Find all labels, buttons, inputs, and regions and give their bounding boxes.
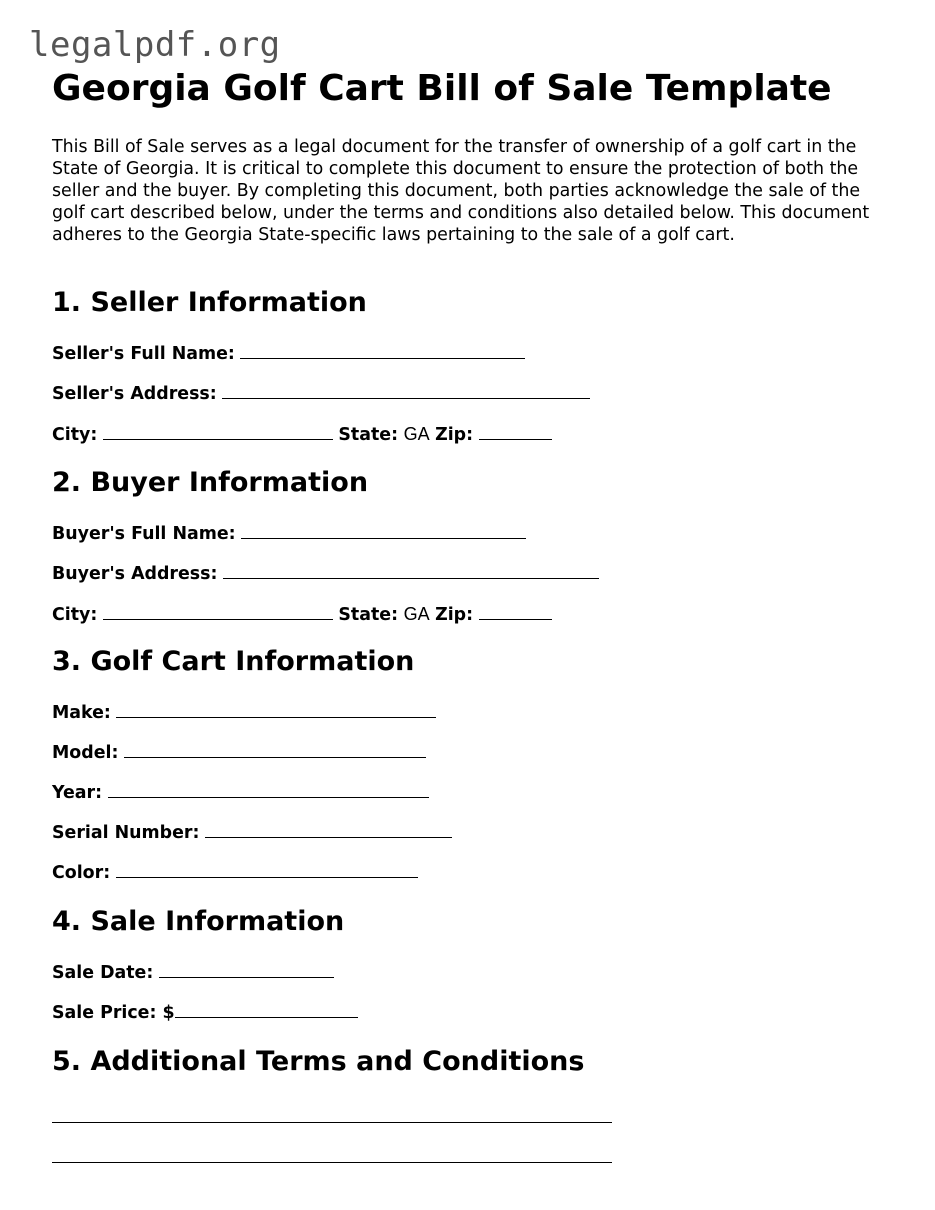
seller-zip-field[interactable]: [479, 425, 552, 440]
cart-section-heading: 3. Golf Cart Information: [52, 646, 415, 677]
sale-price-row: [52, 1003, 358, 1024]
buyer-zip-label: Zip:: [435, 605, 474, 625]
page-title: Georgia Golf Cart Bill of Sale Template: [52, 68, 832, 109]
buyer-full-name-field[interactable]: [241, 524, 526, 539]
seller-full-name-row: [52, 344, 525, 365]
buyer-full-name-row: [52, 524, 526, 545]
seller-address-field[interactable]: [222, 384, 590, 399]
cart-serial-row: [52, 823, 452, 844]
seller-state-label: State:: [338, 425, 399, 445]
seller-city-field[interactable]: [103, 425, 333, 440]
cart-make-field[interactable]: [116, 703, 436, 718]
buyer-address-field[interactable]: [223, 564, 599, 579]
sale-price-label: Sale Price: $: [52, 1003, 175, 1023]
intro-paragraph: This Bill of Sale serves as a legal document for the transfer of ownership of a golf cart in the State of Georgia. It is critical to complete this document to ensure the protection of both the seller and the buyer. By completing this document, both parties acknowledge the sale of the golf cart described below, under the terms and conditions also detailed below. This document adheres to the Georgia State-specific laws pertaining to the sale of a golf cart.: [52, 137, 870, 245]
seller-zip-label: Zip:: [435, 425, 474, 445]
buyer-city-field[interactable]: [103, 605, 333, 620]
cart-color-label: Color:: [52, 863, 111, 883]
buyer-state-value: GA: [403, 604, 430, 624]
buyer-address-label: Buyer's Address:: [52, 564, 218, 584]
cart-serial-label: Serial Number:: [52, 823, 200, 843]
terms-line-1[interactable]: [52, 1122, 612, 1123]
cart-year-label: Year:: [52, 783, 103, 803]
cart-model-field[interactable]: [124, 743, 426, 758]
sale-date-field[interactable]: [159, 963, 334, 978]
seller-city-label: City:: [52, 425, 98, 445]
buyer-section-heading: 2. Buyer Information: [52, 467, 369, 498]
terms-line-2[interactable]: [52, 1162, 612, 1163]
buyer-full-name-label: Buyer's Full Name:: [52, 524, 236, 544]
seller-full-name-field[interactable]: [240, 344, 525, 359]
sale-date-label: Sale Date:: [52, 963, 154, 983]
cart-make-row: [52, 703, 436, 724]
seller-city-state-zip-row: [52, 424, 552, 446]
cart-year-field[interactable]: [108, 783, 429, 798]
seller-full-name-label: Seller's Full Name:: [52, 344, 235, 364]
seller-address-label: Seller's Address:: [52, 384, 217, 404]
seller-address-row: [52, 384, 590, 405]
seller-state-value: GA: [403, 424, 430, 444]
cart-model-row: [52, 743, 426, 764]
cart-make-label: Make:: [52, 703, 111, 723]
cart-color-row: [52, 863, 418, 884]
buyer-zip-field[interactable]: [479, 605, 552, 620]
seller-section-heading: 1. Seller Information: [52, 287, 367, 318]
cart-color-field[interactable]: [116, 863, 418, 878]
watermark-logo: legalpdf.org: [29, 25, 281, 65]
sale-section-heading: 4. Sale Information: [52, 906, 345, 937]
buyer-address-row: [52, 564, 599, 585]
cart-serial-field[interactable]: [205, 823, 452, 838]
terms-section-heading: 5. Additional Terms and Conditions: [52, 1046, 585, 1077]
cart-model-label: Model:: [52, 743, 119, 763]
buyer-state-label: State:: [338, 605, 399, 625]
buyer-city-label: City:: [52, 605, 98, 625]
cart-year-row: [52, 783, 429, 804]
sale-date-row: [52, 963, 334, 984]
sale-price-field[interactable]: [175, 1003, 358, 1018]
buyer-city-state-zip-row: [52, 604, 552, 626]
